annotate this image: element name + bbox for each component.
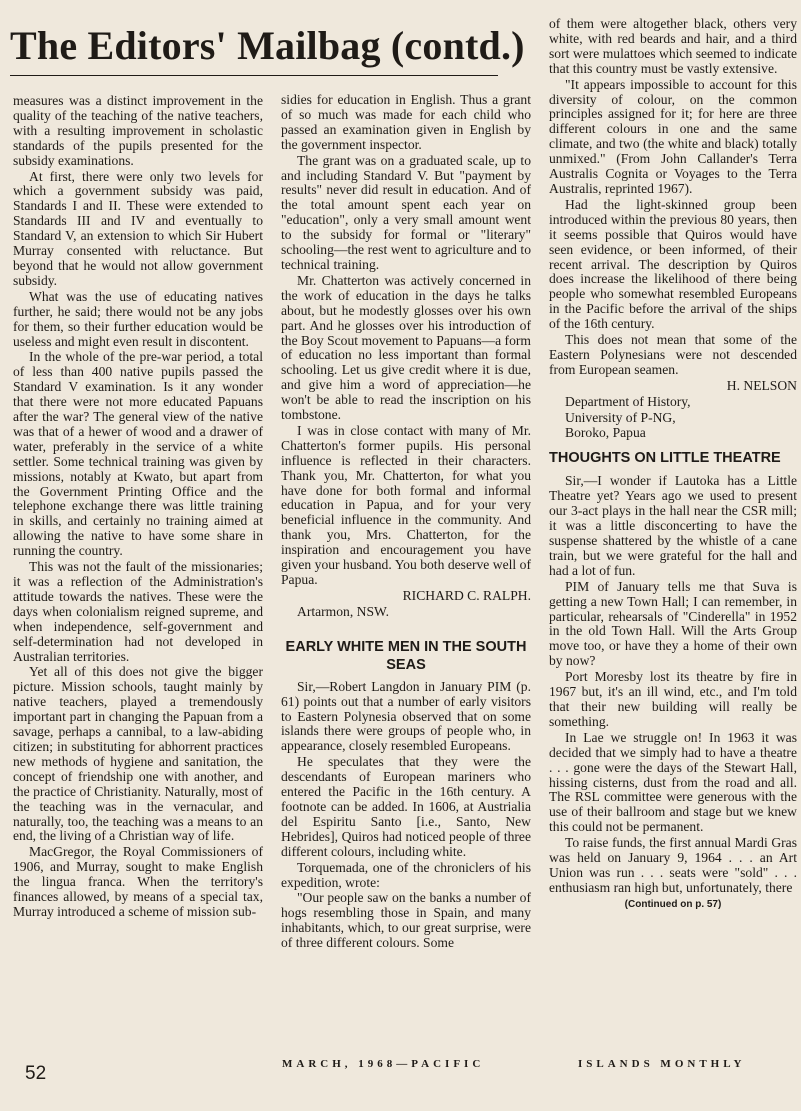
column-2 — [281, 93, 531, 951]
footer-magazine: ISLANDS MONTHLY — [578, 1058, 746, 1070]
paragraph: To raise funds, the first annual Mardi Gras was held on January 9, 1964 . . . an Art Union was run . . . seats were "sold" . . . enthusiasm ran high but, unfortunately, there — [549, 835, 797, 895]
title-rule — [10, 75, 498, 76]
paragraph: Yet all of this does not give the bigger picture. Mission schools, taught mainly by native teachers, played a tremendously important part in changing the Papuan from a savage, perhaps a cannibal, to a law-abiding citizen; in substituting for abhorrent practices new methods of hygiene and sanitation, the concept of friendship one with another, and the practice of Christianity. Naturally, most of the teaching was in the vernacular, and naturally, too, the teaching was a means to an end, the living of a Christian way of life. — [13, 664, 263, 844]
paragraph: In the whole of the pre-war period, a total of less than 400 native pupils passed the Standard V examination. Is it any wonder that there were not more educated Papuans after the war? The general view of the native was that of a hewer of wood and a drawer of water, preferably in the service of a white settler. Some technical training was given by missions, notably at Kwato, but apart from the Government Printing Office and the telephone exchange there was little training in skills, and certainly no training aimed at allowing the native to have some share in running the country. — [13, 349, 263, 559]
paragraph: "It appears impossible to account for this diversity of colour, on the common principles assigned for it; for here are three different colours in one and the same climate, and two (the white and black) totally unmixed." (From John Callander's Terra Australis Cognita or Voyages to the Terra Australis, reprinted 1967). — [549, 76, 797, 196]
paragraph: The grant was on a graduated scale, up to and including Standard V. But "payment by results" never did result in education. And of the total amount spent each year on "education", only a very small amount went to the subsidy for formal or "literary" schooling—the rest went to agriculture and to technical training. — [281, 152, 531, 272]
paragraph: I was in close contact with many of Mr. Chatterton's former pupils. His personal influence is reflected in their characters. Thank you, Mr. Chatterton, for what you have done for both formal and informal education in Papua, and for your very beneficial influence in the community. And thank you, Mrs. Chatterton, for the inspiration and encouragement you have given your husband. You both deserve well of Papua. — [281, 422, 531, 587]
letter-address-line: University of P-NG, — [565, 409, 676, 425]
paragraph: Mr. Chatterton was actively concerned in the work of education in the days he talks about, but he modestly glosses over his own part. And he glosses over his introduction of the Boy Scout movement to Papuans—a form of education no less important than formal schooling. Let us give credit where it is due, and give him a word of appreciation—he won't be able to read the inscription on his tombstone. — [281, 272, 531, 423]
page-number: 52 — [25, 1063, 47, 1084]
paragraph: sidies for education in English. Thus a grant of so much was made for each child who passed an examination given in English by the government inspector. — [281, 92, 531, 152]
paragraph: Sir,—Robert Langdon in January PIM (p. 61) points out that a number of early visitors to Eastern Polynesia observed that on some islands there were groups of people who, in appearance, closely resembled Europeans. — [281, 678, 531, 754]
paragraph: Port Moresby lost its theatre by fire in 1967 but, it's an ill wind, etc., and I'm told that their new building will really be something. — [549, 669, 797, 729]
section-heading-little-theatre: THOUGHTS ON LITTLE THEATRE — [549, 450, 781, 467]
paragraph: of them were altogether black, others very white, with red beards and hair, and a third sort were mulattoes which seemed to indicate that this country must be vastly extensive. — [549, 16, 797, 76]
paragraph: PIM of January tells me that Suva is getting a new Town Hall; I can remember, in particular, rehearsals of "Cinderella" in 1952 in the old Town Hall. Will the Arts Group move too, or have they a home of their own by now? — [549, 578, 797, 669]
paragraph: He speculates that they were the descendants of European mariners who entered the Pacific in the 16th century. A footnote can be added. In 1606, at Austrialia del Espiritu Santo [i.e., Santo, New Hebrides], Quiros had noticed people of three different colours, including white. — [281, 754, 531, 859]
section-heading-early-white-men: EARLY WHITE MEN IN THE SOUTH SEAS — [285, 638, 527, 673]
continued-note: (Continued on p. 57) — [624, 898, 722, 910]
page-title: The Editors' Mailbag (contd.) — [10, 23, 525, 68]
paragraph: What was the use of educating natives further, he said; there would not be any jobs for them, so their further education would be useless and might even result in discontent. — [13, 288, 263, 349]
paragraph: At first, there were only two levels for which a government subsidy was paid, Standards I and II. These were extended to Standards III and IV and eventually to Standard V, an extension to which Sir Hubert Murray consented with reluctance. But beyond that he would not allow government subsidy. — [13, 168, 263, 288]
quotation: "Our people saw on the banks a number of hogs resembling those in Spain, and many inhabitants, which, to our great surprise, were of three different colours. Some — [281, 890, 531, 951]
letter-signature: H. NELSON — [726, 377, 797, 393]
letter-address-line: Boroko, Papua — [565, 425, 646, 441]
footer-issue: MARCH, 1968—PACIFIC — [282, 1058, 485, 1070]
letter-address-line: Department of History, — [565, 393, 691, 409]
column-3 — [549, 17, 797, 913]
paragraph: measures was a distinct improvement in the quality of the teaching of the native teachers, with a resulting improvement in scholastic standards of the pupils presented for the subsidy examinations. — [13, 93, 263, 168]
letter-address: Artarmon, NSW. — [297, 603, 390, 619]
letter-signature: RICHARD C. RALPH. — [402, 587, 531, 603]
column-1 — [13, 94, 263, 920]
paragraph: In Lae we struggle on! In 1963 it was decided that we simply had to have a theatre . . . gone were the days of the Stewart Hall, hissing cisterns, dust from the road and all. The RSL committee were generous with the use of their ballroom and stage but we knew this could not be permanent. — [549, 729, 797, 835]
paragraph: Had the light-skinned group been introduced within the previous 80 years, then it seems possible that Quiros would have seen evidence, or been informed, of their recent arrival. The description by Quiros does increase the likelihood of there being people who somewhat resembled Europeans in the Pacific before the arrival of the ships of the 16th century. — [549, 196, 797, 332]
paragraph: This was not the fault of the missionaries; it was a reflection of the Administration's attitude towards the natives. These were the days when colonialism reigned supreme, and when independence, self-government and self-determination had not developed in Australian territories. — [13, 559, 263, 664]
paragraph: Sir,—I wonder if Lautoka has a Little Theatre yet? Years ago we used to present our 3-act plays in the hall near the CSR mill; it was a little disconcerting to have the suspense shattered by the whistle of a cane train, but we were grateful for the hall and had a lot of fun. — [549, 473, 797, 578]
paragraph: Torquemada, one of the chroniclers of his expedition, wrote: — [281, 859, 531, 890]
paragraph: This does not mean that some of the Eastern Polynesians were not descended from European seamen. — [549, 332, 797, 377]
paragraph: MacGregor, the Royal Commissioners of 1906, and Murray, sought to make English the lingua franca. When the territory's finances allowed, by means of a special tax, Murray introduced a scheme of mission sub- — [13, 844, 263, 919]
